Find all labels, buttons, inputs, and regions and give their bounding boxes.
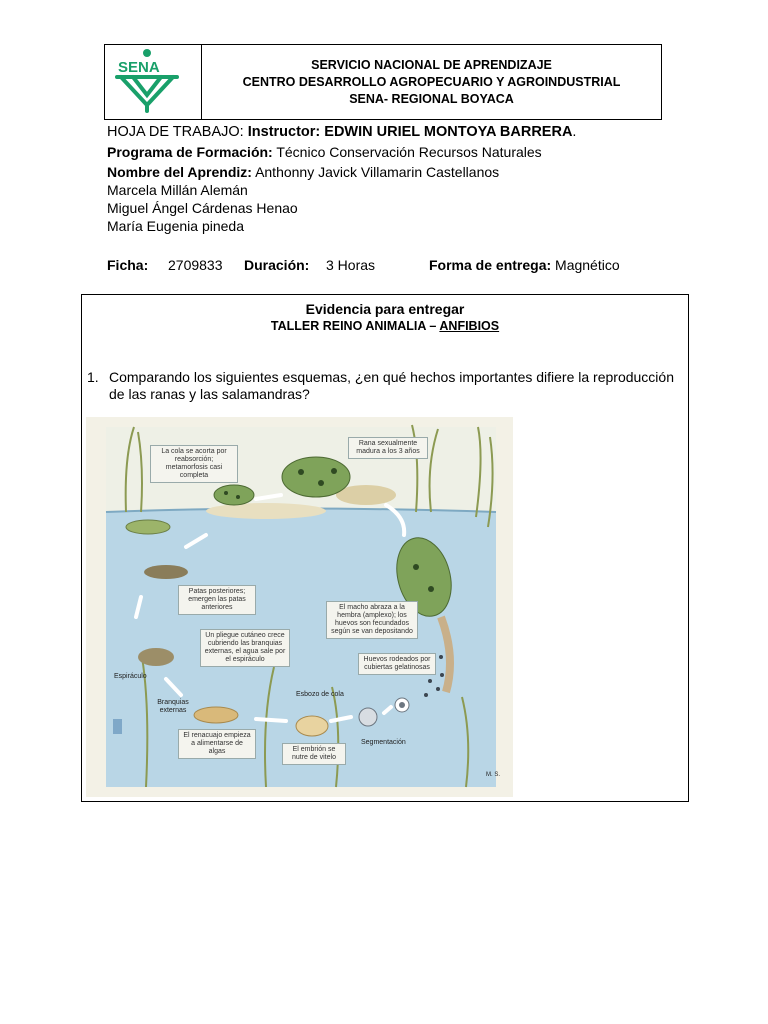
question-text: Comparando los siguientes esquemas, ¿en qué hechos importantes difiere la reproducción de las ranas y las salamandras? <box>109 369 674 402</box>
student-name: Marcela Millán Alemán <box>107 182 248 198</box>
duracion-label: Duración: <box>244 257 310 273</box>
label-hind-legs: Patas posteriores; emergen las patas anteriores <box>178 585 256 615</box>
instructor-label: Instructor: <box>247 124 321 140</box>
label-mature-frog: Rana sexualmente madura a los 3 años <box>348 437 428 459</box>
label-segmentation: Segmentación <box>361 739 406 746</box>
frog-life-cycle-diagram <box>86 417 513 797</box>
institution-header <box>202 45 661 119</box>
logo-cell <box>105 45 202 119</box>
program-value: Técnico Conservación Recursos Naturales <box>276 144 542 160</box>
program-label: Programa de Formación: <box>107 144 273 160</box>
logo-text: SENA <box>118 59 160 76</box>
apprentice-value: Anthonny Javick Villamarin Castellanos <box>255 164 500 180</box>
illustrator-signature: M. S. <box>486 772 501 778</box>
label-gills: Branquias externas <box>157 699 189 714</box>
subtitle-prefix: TALLER REINO ANIMALIA – <box>270 319 440 333</box>
subtitle-topic: ANFIBIOS <box>439 319 500 333</box>
instructor-name: EDWIN URIEL MONTOYA BARRERA <box>324 124 573 140</box>
ficha-value: 2709833 <box>168 257 223 273</box>
label-tadpole-feeding: El renacuajo empieza a alimentarse de algas <box>178 729 256 759</box>
ficha-label: Ficha: <box>107 257 149 273</box>
header-box <box>104 44 662 120</box>
label-tail-bud: Esbozo de cola <box>296 691 344 698</box>
sena-logo <box>105 45 201 119</box>
label-eggs: Huevos rodeados por cubiertas gelatinosas <box>358 653 436 675</box>
entrega-line <box>429 257 620 273</box>
worksheet-label: HOJA DE TRABAJO: <box>107 124 244 140</box>
institution-line-2: CENTRO DESARROLLO AGROPECUARIO Y AGROINDUSTRIAL <box>242 74 621 89</box>
evidence-title: Evidencia para entregar <box>305 301 465 317</box>
evidence-box <box>81 294 689 802</box>
label-tail-reabsorption: La cola se acorta por reabsorción; metamorfosis casi completa <box>150 445 238 483</box>
apprentice-label: Nombre del Aprendiz: <box>107 164 252 180</box>
entrega-value: Magnético <box>555 257 620 273</box>
label-amplexus: El macho abraza a la hembra (amplexo); los huevos son fecundados según se van depositando <box>326 601 418 639</box>
question-number: 1. <box>87 369 99 385</box>
duracion-value: 3 Horas <box>326 257 376 273</box>
apprentice-line <box>107 164 499 180</box>
student-name: Miguel Ángel Cárdenas Henao <box>107 200 298 216</box>
institution-line-1: SERVICIO NACIONAL DE APRENDIZAJE <box>311 57 552 72</box>
entrega-label: Forma de entrega: <box>429 257 552 273</box>
label-spiracle: Espiráculo <box>114 673 147 680</box>
student-name: María Eugenia pineda <box>107 218 244 234</box>
evidence-subtitle <box>82 319 688 333</box>
program-line <box>107 144 542 160</box>
label-embryo: El embrión se nutre de vitelo <box>282 743 346 765</box>
label-skin-fold: Un pliegue cutáneo crece cubriendo las branquias externas, el agua sale por el espiráculo <box>200 629 290 667</box>
institution-line-3: SENA- REGIONAL BOYACA <box>349 91 514 106</box>
worksheet-line: HOJA DE TRABAJO: Instructor: EDWIN URIEL MONTOYA BARRERA. <box>107 124 577 140</box>
